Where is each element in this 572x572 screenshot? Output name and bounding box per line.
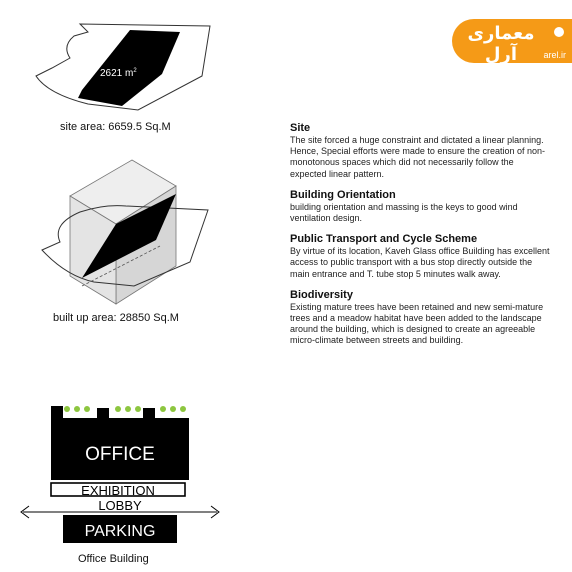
section-site — [290, 122, 552, 180]
built-up-area-caption: built up area: 28850 Sq.M — [53, 312, 179, 324]
office-label: OFFICE — [85, 444, 155, 465]
site-plan-diagram — [30, 18, 220, 118]
logo-dot-icon — [554, 27, 564, 37]
section-title: Public Transport and Cycle Scheme — [290, 233, 478, 246]
office-block — [51, 406, 189, 480]
brand-logo — [452, 19, 572, 63]
exhibition-label: EXHIBITION — [81, 483, 155, 498]
office-building-caption: Office Building — [78, 553, 149, 565]
tree-icon — [84, 406, 90, 412]
tree-icon — [64, 406, 70, 412]
section-title: Building Orientation — [290, 188, 396, 201]
tree-icon — [180, 406, 186, 412]
lobby-label: LOBBY — [98, 498, 142, 513]
logo-domain-text: arel.ir — [543, 50, 566, 60]
office-building-section-diagram — [15, 398, 225, 548]
section-body: building orientation and massing is the keys to good wind ventilation design. — [290, 201, 518, 224]
section-building-orientation — [290, 189, 552, 224]
footprint-area-label: 2621 $m^2$ — [100, 68, 137, 79]
section-public-transport — [290, 233, 552, 280]
section-title: Site — [290, 122, 311, 134]
tree-icon — [125, 406, 131, 412]
tree-icon — [170, 406, 176, 412]
site-area-caption: site area: 6659.5 Sq.M — [60, 121, 171, 133]
tree-icon — [115, 406, 121, 412]
logo-brand-text: معماری آرل — [467, 23, 535, 65]
tree-icon — [135, 406, 141, 412]
section-body: Existing mature trees have been retained and new semi-mature trees and a meadow habitat have been added to the landscape around the building, which is designed to create an agreeable micro-climate between streets and building. — [290, 301, 544, 346]
tree-icon — [74, 406, 80, 412]
description-column — [290, 122, 552, 356]
parking-label: PARKING — [84, 523, 156, 540]
section-title: Biodiversity — [290, 288, 353, 301]
section-biodiversity — [290, 289, 552, 347]
section-body: The site forced a huge constraint and dictated a linear planning. Hence, Special efforts were made to ensure the creation of non-monotonous spaces which did not necessarily follow the expected linear pattern. — [290, 135, 545, 179]
section-body: By virtue of its location, Kaveh Glass office Building has excellent access to public transport with a bus stop directly outside the main entrance and T. tube stop 5 minutes walk away. — [290, 246, 550, 279]
massing-diagram — [30, 158, 220, 308]
tree-row — [54, 406, 186, 412]
tree-icon — [160, 406, 166, 412]
